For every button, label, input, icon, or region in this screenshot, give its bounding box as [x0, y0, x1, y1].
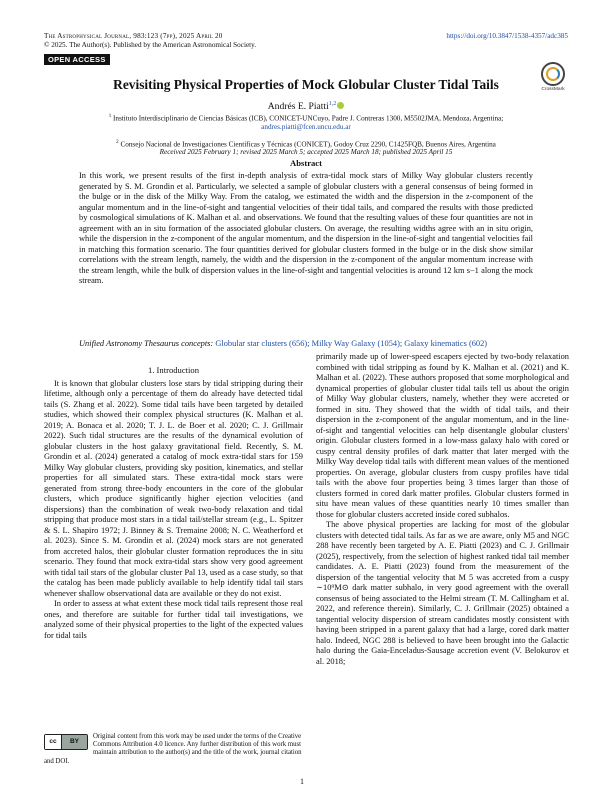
concepts-links[interactable]: Globular star clusters (656); Milky Way Galaxy (1054); Galaxy kinematics (602) [215, 339, 488, 348]
affiliation-1: $^1$ Instituto Interdisciplinario de Ciencias Básicas (ICB), CONICET-UNCuyo, Padre J. Contreras 1300, M5502JMA, Mendoza, Argentina; andres.piatti@fcen.uncu.edu.ar [108, 114, 504, 131]
page-number: 1 [300, 777, 304, 786]
cc-icon: cc [45, 735, 62, 749]
author-affil-marks: 1,2 [328, 101, 337, 107]
paper-title: Revisiting Physical Properties of Mock Globular Cluster Tidal Tails [113, 77, 499, 92]
intro-paragraph-1: It is known that globular clusters lose stars by tidal stripping during their lifetime, although only a percentage of them do already have detected tidal tails (S. Zhang et al. 2022). Some tidal tails have been targeted by detailed studies, which showed their complex physical structures (K. Malhan et al. 2019; A. Bonaca et al. 2020; T. J. L. de Boer et al. 2020; C. J. Grillmair 2022). Such tidal structures are the results of the dynamical evolution of globular clusters in the host galaxy gravitational field. Recently, S. M. Grondin et al. (2024) generated a catalog of mock extra-tidal stars for 159 Milky Way globular clusters, providing sky position, kinematics, and stellar properties for all simulated stars. These extra-tidal mock stars were generated from strong three-body encounters in the core of the globular clusters, which produce significantly higher ejection velocities (and dispersions) than the combination of weak two-body relaxation and tidal stripping that produce most stars in a tidal tail/stellar stream (e.g., L. Spitzer & S. L. Shapiro 1972; J. Binney & S. Tremaine 2008; N. C. Weatherford et al. 2023). Since S. M. Grondin et al. (2024) mock stars are not generated from accreted halos, their globular cluster formation reproduces the in situ scenario. They found that mock extra-tidal stars show very good agreement with tidal tail stars of the globular cluster Pal 13, used as a case study, so that the catalog has been made publicly available to help identify tidal tail stars whenever shallow observational data are available or they do not exist. [44, 378, 303, 598]
open-access-badge: OPEN ACCESS [44, 54, 110, 65]
crossmark-label: CrossMark [541, 87, 565, 92]
affiliation-2: $^2$ Consejo Nacional de Investigaciones Científicas y Técnicas (CONICET), Godoy Cruz 2290, C1425FQB, Buenos Aires, Argentina [116, 140, 496, 149]
right-column [316, 352, 569, 667]
copyright-line: © 2025. The Author(s). Published by the American Astronomical Society. [44, 41, 257, 49]
license-text: Original content from this work may be used under the terms of the Creative Commons Attribution 4.0 licence. Any further distribution of this work must maintain attribution to the author(s) and the title of the work, journal citation and DOI. [44, 733, 302, 765]
journal-citation: The Astrophysical Journal, 983:123 (7pp), 2025 April 20 [44, 32, 223, 40]
intro-paragraph-2: In order to assess at what extent these mock tidal tails represent those real ones, and therefore are suitable for further tidal tail investigations, we analyzed some of their physical properties to the light of the expected values for tidal tails [44, 599, 303, 640]
section-heading-introduction: 1. Introduction [147, 365, 200, 375]
intro-paragraph-3: primarily made up of lower-speed escapers ejected by two-body relaxation combined with tidal stripping as found by K. Malhan et al. (2021) and K. Malhan et al. (2022). These authors proposed that some morphological and dynamical properties of globular cluster tidal tails tell us about the origin of Milky Way globular clusters, namely, whether they were accreted or formed in situ. They showed that the width of tidal tails, and their dispersion in the z-component of the angular momentum, and in the line-of-sight and tangential velocities can help disentangle globular clusters' origin. Globular clusters formed in a low-mass galaxy halo with cored or cuspy central density profiles of dark matter that later merged with the Milky Way develop tidal tails with different mean values of the mentioned properties. On average, globular clusters from cuspy profiles have tidal tails with the above four properties being 3 times larger than those of clusters formed in cored dark matter profiles. Globular clusters formed in situ have mean values of these quantities nearly 10 times smaller than those for globular clusters accreted inside cored subhalos. [316, 352, 569, 519]
abstract-heading: Abstract [290, 158, 322, 168]
license-notice [44, 733, 303, 766]
author-name: Andrés E. Piatti [267, 101, 329, 113]
left-column [44, 365, 303, 641]
orcid-icon[interactable] [337, 102, 344, 109]
uat-concepts [79, 339, 533, 350]
by-icon: BY [62, 735, 87, 749]
author-line [50, 101, 562, 112]
cc-by-license-badge[interactable] [44, 734, 88, 750]
running-header [44, 32, 256, 50]
author-email-link[interactable]: andres.piatti@fcen.uncu.edu.ar [261, 122, 351, 131]
abstract-text: In this work, we present results of the first in-depth analysis of extra-tidal mock stars of Milky Way globular clusters recently generated by S. M. Grondin et al. Particularly, we selected a sample of globular clusters with a general consensus of being formed in the bulge or in the disk of the Milky Way. From the catalog, we estimated the width and the dispersion in the z-component of the angular momentum and in the line-of-sight and tangential velocities of their tidal tails, and compared the results with those predicted by cosmological simulations of K. Malhan et al. and observations. We found that the resulting values of these four quantities are not in agreement with an in situ formation of the associated globular clusters. On average, the resulting widths agree with an in situ origin, while the dispersion in the z-component of the angular momentum, and the dispersion in the line-of-sight and tangential velocities fail in matching this formation scenario. The four quantities derived for globular clusters formed in the bulge or in the disk show similar correlations with the stream length, namely, the width and the dispersion in the z-component of the angular momentum increase with the stream length, while the bulk of dispersion values in the line-of-sight and tangential velocities is around 12 km s−1 along the mock stream. [79, 171, 533, 285]
doi-link[interactable]: https://doi.org/10.3847/1538-4357/adc385 [446, 32, 568, 40]
publication-dates: Received 2025 February 1; revised 2025 March 5; accepted 2025 March 18; published 2025 April 15 [159, 148, 453, 156]
concepts-label: Unified Astronomy Thesaurus concepts: [79, 339, 214, 348]
intro-paragraph-4: The above physical properties are lacking for most of the globular clusters with detected tidal tails. As far as we are aware, only M5 and NGC 288 have recently been targeted by A. E. Piatti (2023) and C. J. Grillmair (2025), respectively, from the selection of highest ranked tidal tail member candidates. A. E. Piatti (2023) found from the measurement of the dispersion of the tangential velocity that M 5 was accreted from a cuspy ∼10⁹M⊙ dark matter subhalo, in very good agreement with the overall consensus of being associated to the Helmi stream (T. M. Callingham et al. 2022, and reference therein). Similarly, C. J. Grillmair (2025) obtained a tangential velocity dispersion of stream candidates mostly consistent with having been stripped in a parent galaxy that had a large, cored dark matter halo. Indeed, NGC 288 is believed to have been brought into the Galactic halo during the Gaia-Enceladus-Sausage accretion event (V. Belokurov et al. 2018; [316, 520, 569, 666]
